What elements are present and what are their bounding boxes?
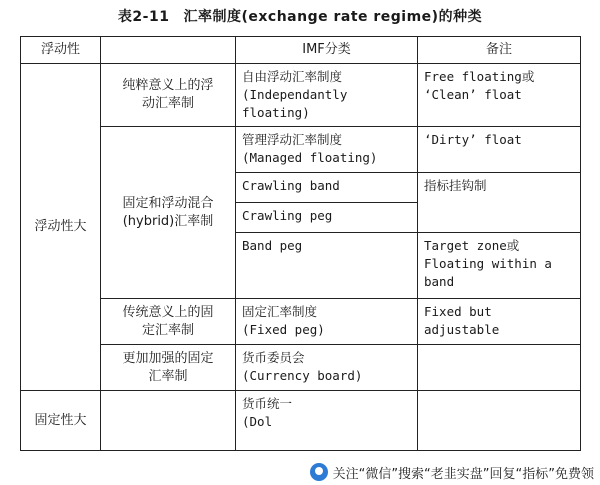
table-row <box>21 127 581 173</box>
wechat-logo-icon <box>310 463 328 481</box>
group-fixed-large: 固定性大 <box>21 391 101 451</box>
header-floatability: 浮动性 <box>21 37 101 64</box>
imf-cell: Crawling peg <box>236 203 418 233</box>
category-cell: 固定和浮动混合 (hybrid)汇率制 <box>101 127 236 299</box>
table-title-text: 汇率制度(exchange rate regime)的种类 <box>183 9 483 25</box>
note-cell: Free floating或 ‘Clean’ float <box>418 64 581 127</box>
category-cell: 更加加强的固定 汇率制 <box>101 345 236 391</box>
header-row <box>21 37 581 64</box>
watermark-banner <box>260 459 600 485</box>
category-cell: 传统意义上的固 定汇率制 <box>101 299 236 345</box>
note-cell: 指标挂钩制 <box>418 173 581 233</box>
category-cell: 纯粹意义上的浮 动汇率制 <box>101 64 236 127</box>
note-cell: Fixed but adjustable <box>418 299 581 345</box>
header-imf-classification: IMF分类 <box>236 37 418 64</box>
table-number: 表2-11 <box>117 9 170 25</box>
header-notes: 备注 <box>418 37 581 64</box>
table-title <box>0 6 600 26</box>
category-cell <box>101 391 236 451</box>
note-cell: ‘Dirty’ float <box>418 127 581 173</box>
imf-cell: 固定汇率制度 (Fixed peg) <box>236 299 418 345</box>
exchange-rate-table <box>20 36 581 451</box>
note-cell: Target zone或 Floating within a band <box>418 233 581 299</box>
imf-cell: 管理浮动汇率制度 (Managed floating) <box>236 127 418 173</box>
table-row <box>21 299 581 345</box>
imf-cell: 自由浮动汇率制度 (Independantly floating) <box>236 64 418 127</box>
imf-cell: Crawling band <box>236 173 418 203</box>
group-float-large: 浮动性大 <box>21 64 101 391</box>
table-row <box>21 64 581 127</box>
imf-cell: 货币统一 (Dol <box>236 391 418 451</box>
watermark-text: 关注“微信”搜索“老韭实盘”回复“指标”免费领 <box>332 466 594 482</box>
table-row <box>21 391 581 451</box>
header-regime-type <box>101 37 236 64</box>
imf-cell: 货币委员会 (Currency board) <box>236 345 418 391</box>
imf-cell: Band peg <box>236 233 418 299</box>
table-row <box>21 345 581 391</box>
note-cell <box>418 391 581 451</box>
note-cell <box>418 345 581 391</box>
